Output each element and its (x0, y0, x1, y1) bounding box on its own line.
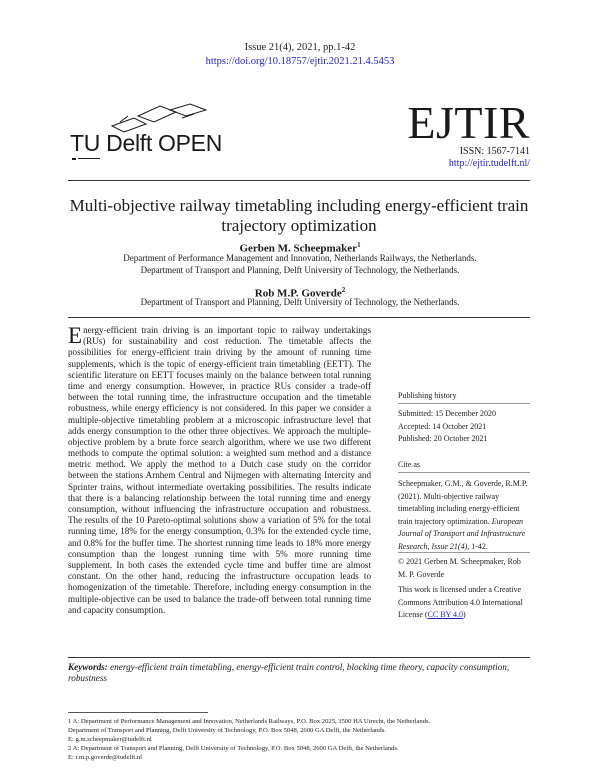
citation: Scheepmaker, G.M., & Goverde, R.M.P. (2021). Multi-objective railway timetabling including energy-efficient train trajectory optimization. European Journal of Transport and Infrastructure Research, Issue 21(4), 1-42. (398, 479, 528, 551)
sidebar-divider (398, 403, 530, 404)
journal-url[interactable]: http://ejtir.tudelft.nl/ (448, 158, 530, 169)
paper-title: Multi-objective railway timetabling including energy-efficient train trajectory optimization (69, 196, 529, 235)
footnote-line: E: r.m.p.goverde@tudelft.nl (68, 753, 143, 761)
footnote-line: 2 A: Department of Transport and Planning, Delft University of Technology, P.O. Box 5048, 2600 GA Delft, the Netherlands. (68, 744, 399, 752)
copyright: © 2021 Gerben M. Scheepmaker, Rob M. P. Goverde (398, 557, 521, 579)
issue-info: Issue 21(4), 2021, pp.1-42 (244, 42, 356, 53)
top-divider (68, 180, 530, 181)
tu-delft-open-logo[interactable] (68, 102, 268, 164)
author-name: Rob M.P. Goverde$^2$ (254, 286, 346, 300)
author-affiliation: Department of Transport and Planning, Delft University of Technology, the Netherlands. (140, 297, 460, 307)
sidebar-divider (398, 472, 530, 473)
doi-link[interactable]: https://doi.org/10.18757/ejtir.2021.21.4.5453 (205, 56, 395, 67)
journal-name: EJTIR (407, 97, 530, 148)
author-affiliation: Department of Performance Management and Innovation, Netherlands Railways, the Netherlands. Department of Transport and Planning, Delft University of Technology, the Netherlands. (123, 253, 477, 275)
abstract (68, 325, 371, 616)
journal-issn: ISSN: 1567-7141 (459, 146, 530, 157)
section-divider (68, 317, 530, 318)
publishing-dates: Submitted: 15 December 2020 Accepted: 14 October 2021 Published: 20 October 2021 (398, 409, 496, 444)
footnote-line: E: g.m.scheepmaker@tudelft.nl (68, 735, 152, 743)
logo-underline-icon (72, 158, 102, 164)
sidebar-divider (398, 552, 530, 553)
license: This work is licensed under a Creative Commons Attribution 4.0 International License (CC BY 4.0) (398, 585, 523, 620)
publishing-history-label: Publishing history (398, 391, 457, 400)
footnote-line: Department of Transport and Planning, Delft University of Technology, P.O. Box 5048, 2600 GA Delft, the Netherlands. (68, 726, 386, 734)
abstract-text: nergy-efficient train driving is an important topic to railway undertakings (RUs) for sustainability and cost reduction. The timetable affects the possibilities for energy-efficient train driving by the amount of running time supplements, which is the topic of energy-efficient train timetabling (EETT). The scientific literature on EETT focuses mainly on the balance between total running time and energy consumption. However, in practice RUs consider a trade-off between the total running time, the infrastructure occupation and the timetable robustness, while energy efficiency is not considered. In this paper we consider a multiple-objective timetabling problem at a microscopic infrastructure level that adds energy consumption to the other three objectives. We approach the multiple-objective problem by a brute force search algorithm, where we use two different methods to compute the optimal solution: a weighted sum method and a distance metric method. We apply the method to a Dutch case study on the corridor between the stations Arnhem Central and Nijmegen with alternating Intercity and Sprinter trains, without intermediate overtaking possibilities. The results indicate that there is a balancing relationship between the total running time and energy consumption, without influencing the infrastructure occupation and robustness. The results of the 10 Pareto-optimal solutions show a variation of 5% for the total running time, 18% for the energy consumption, 0.3% for the extended cycle time, and 0.8% for the buffer time. The shortest running time leads to 18% more energy consumption than the longest running time with 5% more running time supplement. In both cases the extended cycle time and buffer time are almost constant. On the other hand, reducing the infrastructure occupation leads to homogenization of the timetable. Therefore, including energy consumption in the multiple-objective can be used to balance the trade-off between total running time and capacity consumption. (68, 325, 371, 615)
footnote-line: 1 A: Department of Performance Management and Innovation, Netherlands Railways, P.O. Box 2025, 3500 HA Utrecht, the Netherlands. (68, 718, 431, 725)
author-name: Gerben M. Scheepmaker$^1$ (239, 241, 361, 255)
keywords-label: Keywords: (68, 662, 108, 672)
logo-text: TU Delft OPEN (70, 130, 223, 156)
keywords-text: energy-efficient train timetabling, energy-efficient train control, blocking time theory, capacity consumption, robustness (68, 662, 510, 683)
abstract-dropcap: E (68, 323, 83, 348)
cite-as-label: Cite as (398, 460, 420, 469)
cc-by-link[interactable]: CC BY 4.0 (427, 610, 464, 620)
footnote-divider (68, 712, 208, 713)
footnotes (68, 718, 538, 763)
keywords-divider (68, 657, 530, 658)
keywords (68, 662, 530, 683)
